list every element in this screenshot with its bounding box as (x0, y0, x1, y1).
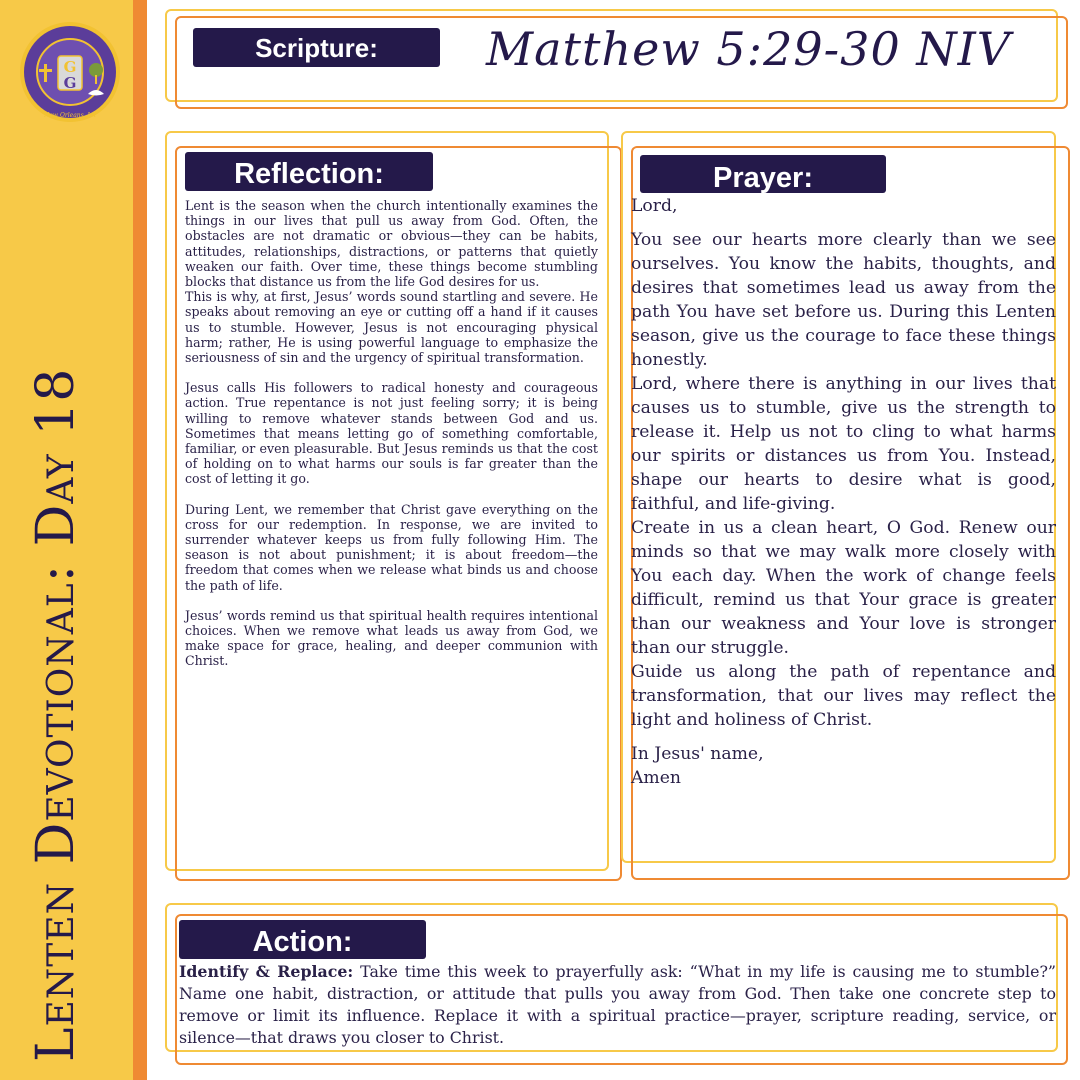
reflection-paragraph-2: This is why, at first, Jesus’ words sound startling and severe. He speaks about removing an eye or cutting off a hand if it causes us to stumble. However, Jesus is not encouraging physical harm; rather, He is using powerful language to emphasize the seriousness of sin and the urgency of spiritual transformation. (185, 289, 598, 366)
devotional-title: Lenten Devotional: Day 18 (26, 367, 86, 1062)
reflection-label: Reflection: (185, 152, 433, 191)
prayer-closing-1: In Jesus' name, (631, 744, 764, 764)
action-label: Action: (179, 920, 426, 959)
action-instructions: Take time this week to prayerfully ask: “What in my life is causing me to stumble?” Name one habit, distraction, or attitude that pulls you away from God. Then take one concrete step to remove or limit its influence. Replace it with a spiritual practice—prayer, scripture reading, service, or silence—that draws you closer to Christ. (179, 962, 1056, 1047)
prayer-paragraph-4: Guide us along the path of repentance and transformation, that our lives may reflect the light and holiness of Christ. (631, 662, 1056, 730)
prayer-closing-2: Amen (631, 768, 681, 788)
reflection-paragraph-1: Lent is the season when the church intentionally examines the things in our lives that pull us away from God. Often, the obstacles are not dramatic or obvious—they can be habits, attitudes, relationships, distractions, or patterns that quietly weaken our faith. Over time, these things become stumbling blocks that distance us from the life God desires for us. (185, 198, 598, 290)
scripture-label: Scripture: (193, 28, 440, 67)
prayer-label: Prayer: (640, 155, 886, 193)
prayer-paragraph-3: Create in us a clean heart, O God. Renew our minds so that we may walk more closely with You each day. When the work of change feels difficult, remind us that Your grace is greater than our weakness and Your love is stronger than our struggle. (631, 518, 1056, 658)
prayer-body (631, 194, 1056, 790)
reflection-paragraph-4: During Lent, we remember that Christ gave everything on the cross for our redemption. In response, we are invited to surrender whatever keeps us from fully following Him. The season is not about punishment; it is about freedom—the freedom that comes when we release what binds us and choose the path of life. (185, 501, 598, 593)
church-logo (18, 20, 122, 124)
prayer-opening: Lord, (631, 196, 678, 216)
svg-text:G: G (63, 74, 77, 92)
prayer-paragraph-2: Lord, where there is anything in our lives that causes us to stumble, give us the strength to release it. Help us not to cling to what harms our spirits or distances us from You. Instead, shape our hearts to desire what is good, faithful, and life-giving. (631, 374, 1056, 514)
sidebar-accent-stripe (133, 0, 147, 1080)
reflection-paragraph-3: Jesus calls His followers to radical honesty and courageous action. True repentance is not just feeling sorry; it is being willing to remove whatever stands between God and us. Sometimes that means letting go of something comfortable, familiar, or even pleasurable. But Jesus reminds us that the cost of holding on to what harms our souls is far greater than the cost of letting it go. (185, 380, 598, 487)
reflection-body (185, 198, 598, 684)
svg-text:G: G (63, 58, 77, 76)
scripture-reference: Matthew 5:29-30 NIV (486, 22, 1011, 76)
svg-text:New Orleans, LA: New Orleans, LA (44, 112, 96, 119)
prayer-paragraph-1: You see our hearts more clearly than we see ourselves. You know the habits, thoughts, and desires that sometimes lead us away from the path You have set before us. During this Lenten season, give us the courage to face these things honestly. (631, 230, 1056, 370)
action-lead: Identify & Replace: (179, 962, 354, 981)
action-body (179, 961, 1056, 1049)
reflection-paragraph-5: Jesus’ words remind us that spiritual health requires intentional choices. When we remove what leads us away from God, we make space for grace, healing, and deeper communion with Christ. (185, 607, 598, 669)
